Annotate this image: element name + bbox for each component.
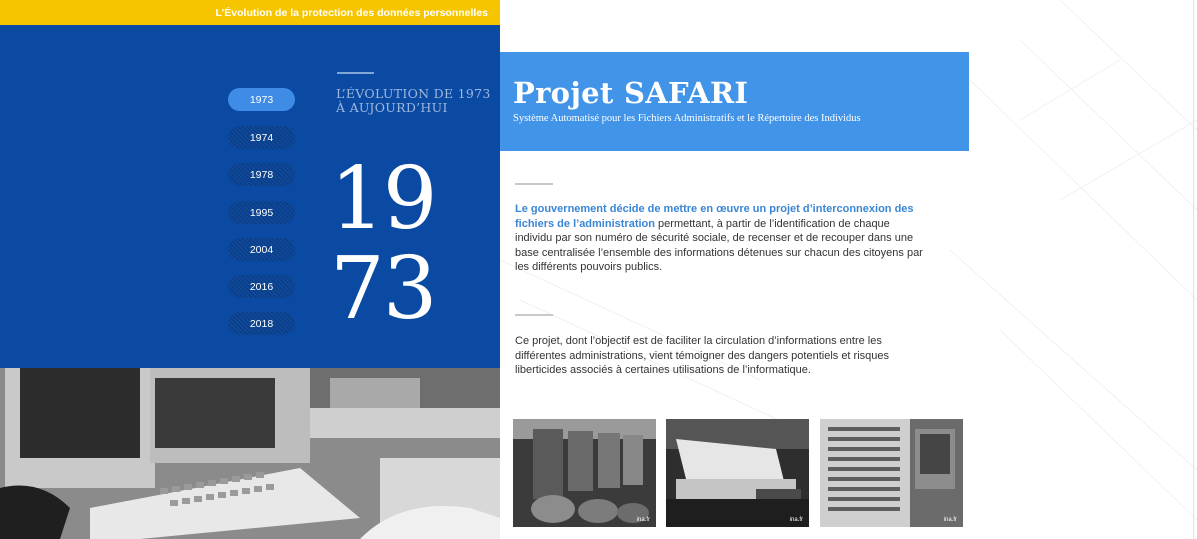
year-pill-1973[interactable]: 1973 bbox=[228, 88, 295, 111]
timeline-heading-line1: L’ÉVOLUTION DE 1973 bbox=[336, 86, 491, 101]
project-title: Projet SAFARI bbox=[513, 76, 749, 110]
paragraph-rule-2 bbox=[515, 314, 553, 316]
gallery-thumbnail-1[interactable] bbox=[513, 419, 656, 527]
thumbnail-1-watermark: ina.fr bbox=[636, 517, 650, 523]
site-header-bar bbox=[0, 0, 500, 25]
paragraph-rule-1 bbox=[515, 183, 553, 185]
paragraph-objective: Ce projet, dont l’objectif est de faciliter la circulation d’informations entre les différentes administrations, vient témoigner des dangers potentiels et risques liberticides associés à certaines utilisations de l’informatique. bbox=[515, 335, 890, 376]
title-banner bbox=[500, 52, 969, 151]
year-pill-1978[interactable]: 1978 bbox=[228, 163, 295, 186]
big-year-top: 19 bbox=[330, 149, 436, 249]
project-subtitle: Système Automatisé pour les Fichiers Administratifs et le Répertoire des Individus bbox=[513, 113, 861, 124]
computer-photo bbox=[0, 368, 500, 539]
timeline-heading bbox=[336, 87, 496, 115]
year-pill-1974[interactable]: 1974 bbox=[228, 126, 295, 149]
year-pill-1995[interactable]: 1995 bbox=[228, 201, 295, 224]
thumbnail-3-watermark: ina.fr bbox=[943, 517, 957, 523]
year-pill-2004[interactable]: 2004 bbox=[228, 238, 295, 261]
right-edge-divider bbox=[1193, 0, 1194, 539]
year-pill-2018[interactable]: 2018 bbox=[228, 312, 295, 335]
thumbnail-2-watermark: ina.fr bbox=[789, 517, 803, 523]
timeline-heading-line2: À AUJOURD’HUI bbox=[336, 100, 448, 115]
paragraph-intro-highlight: Le gouvernement décide de mettre en œuvre un projet d’interconnexion des fichiers de l’administration bbox=[515, 203, 914, 230]
paragraph-intro-body: permettant, à partir de l’identification de chaque individu par son numéro de sécurité sociale, de recenser et de recouper dans une base centralisée l’ensemble des informations détenues sur chacun des citoyens par les différents pouvoirs publics. bbox=[515, 217, 923, 273]
gallery-thumbnail-3[interactable] bbox=[820, 419, 963, 527]
big-year-bottom: 73 bbox=[330, 239, 436, 339]
year-pill-2016[interactable]: 2016 bbox=[228, 275, 295, 298]
gallery-thumbnail-2[interactable] bbox=[666, 419, 809, 527]
site-title[interactable]: L’Évolution de la protection des données personnelles bbox=[215, 6, 488, 19]
heading-rule bbox=[337, 72, 374, 74]
paragraph-intro bbox=[515, 202, 925, 275]
